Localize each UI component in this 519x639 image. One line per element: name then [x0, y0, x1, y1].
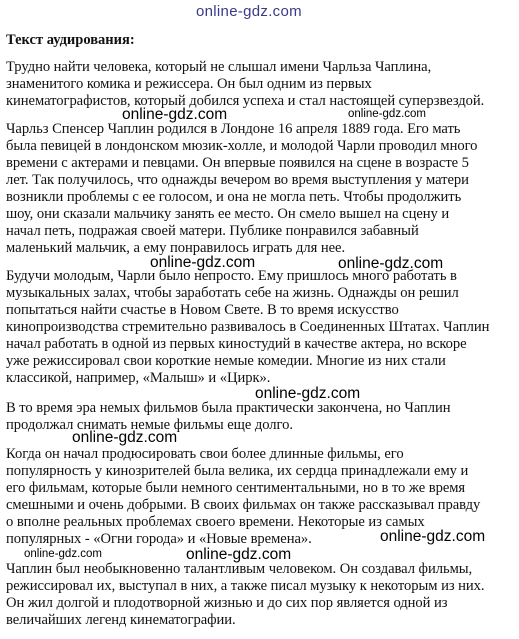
text-line: режиссировал их, выступал в них, а также писал музыку к некоторым из них.: [6, 578, 485, 594]
text-line: шоу, они сказали мальчику занять ее место. Он смело вышел на сцену и: [6, 206, 450, 222]
watermark: online-gdz.com: [24, 548, 102, 560]
text-line: уже режиссировал свои короткие немые комедии. Многие из них стали: [6, 353, 446, 369]
text-line: его фильмам, которые были немного сентиментальными, но в то же время: [6, 480, 466, 496]
document-title: Текст аудирования:: [6, 32, 135, 48]
text-line: начал петь, подражая своей матери. Публике понравился забавный: [6, 223, 419, 239]
text-line: начал работать в одной из первых киностудий в качестве актера, но вскоре: [6, 336, 467, 352]
text-line: продолжал снимать немые фильмы еще долго.: [6, 417, 293, 433]
text-line: В то время эра немых фильмов была практически закончена, но Чаплин: [6, 400, 451, 416]
text-line: знаменитого комика и режиссера. Он был одним из первых: [6, 76, 372, 92]
watermark: online-gdz.com: [338, 255, 444, 272]
text-line: музыкальных залах, чтобы заработать себе на жизнь. Однажды он решил: [6, 285, 459, 301]
watermark-top: online-gdz.com: [196, 3, 302, 20]
text-line: попытаться найти счастье в Новом Свете. В то время искусство: [6, 302, 399, 318]
text-line: возникли проблемы с ее голосом, и она не могла петь. Чтобы продолжить: [6, 189, 462, 205]
watermark: online-gdz.com: [348, 108, 426, 120]
watermark: online-gdz.com: [72, 429, 178, 446]
text-line: лет. Так получилось, что однажды вечером во время выступления у матери: [6, 172, 469, 188]
watermark: online-gdz.com: [186, 546, 292, 563]
text-line: величайших легенд кинематографии.: [6, 612, 236, 628]
text-line: маленький мальчик, а ему понравилось играть для нее.: [6, 240, 346, 256]
text-line: Чарльз Спенсер Чаплин родился в Лондоне 16 апреля 1889 года. Его мать: [6, 121, 461, 137]
text-line: времени с актерами и певцами. Он впервые появился на сцене в возрасте 5: [6, 155, 469, 171]
watermark: online-gdz.com: [380, 528, 486, 545]
text-line: Когда он начал продюсировать свои более длинные фильмы, его: [6, 446, 404, 462]
text-line: Трудно найти человека, который не слышал имени Чарльза Чаплина,: [6, 59, 432, 75]
text-line: Чаплин был необыкновенно талантливым человеком. Он создавал фильмы,: [6, 561, 473, 577]
text-line: кинематографистов, который добился успеха и стал настоящей суперзвездой.: [6, 93, 485, 109]
watermark: online-gdz.com: [255, 385, 361, 402]
text-line: классикой, например, «Малыш» и «Цирк».: [6, 370, 271, 386]
text-line: популярность у кинозрителей была велика, их сердца принадлежали ему и: [6, 463, 469, 479]
watermark: online-gdz.com: [122, 106, 228, 123]
text-line: Будучи молодым, Чарли было непросто. Ему пришлось много работать в: [6, 268, 457, 284]
text-line: популярных - «Огни города» и «Новые времена».: [6, 531, 312, 547]
text-line: смешными и очень добрыми. В своих фильмах он также рассказывал правду: [6, 497, 481, 513]
text-line: о вполне реальных проблемах своего времени. Некоторые из самых: [6, 514, 425, 530]
watermark: online-gdz.com: [150, 254, 256, 271]
text-line: кинопроизводства стремительно развивалось в Соединенных Штатах. Чаплин: [6, 319, 490, 335]
text-line: была певицей в лондонском мюзик-холле, и молодой Чарли проводил много: [6, 138, 478, 154]
text-line: Он жил долгой и плодотворной жизнью и до сих пор является одной из: [6, 595, 448, 611]
